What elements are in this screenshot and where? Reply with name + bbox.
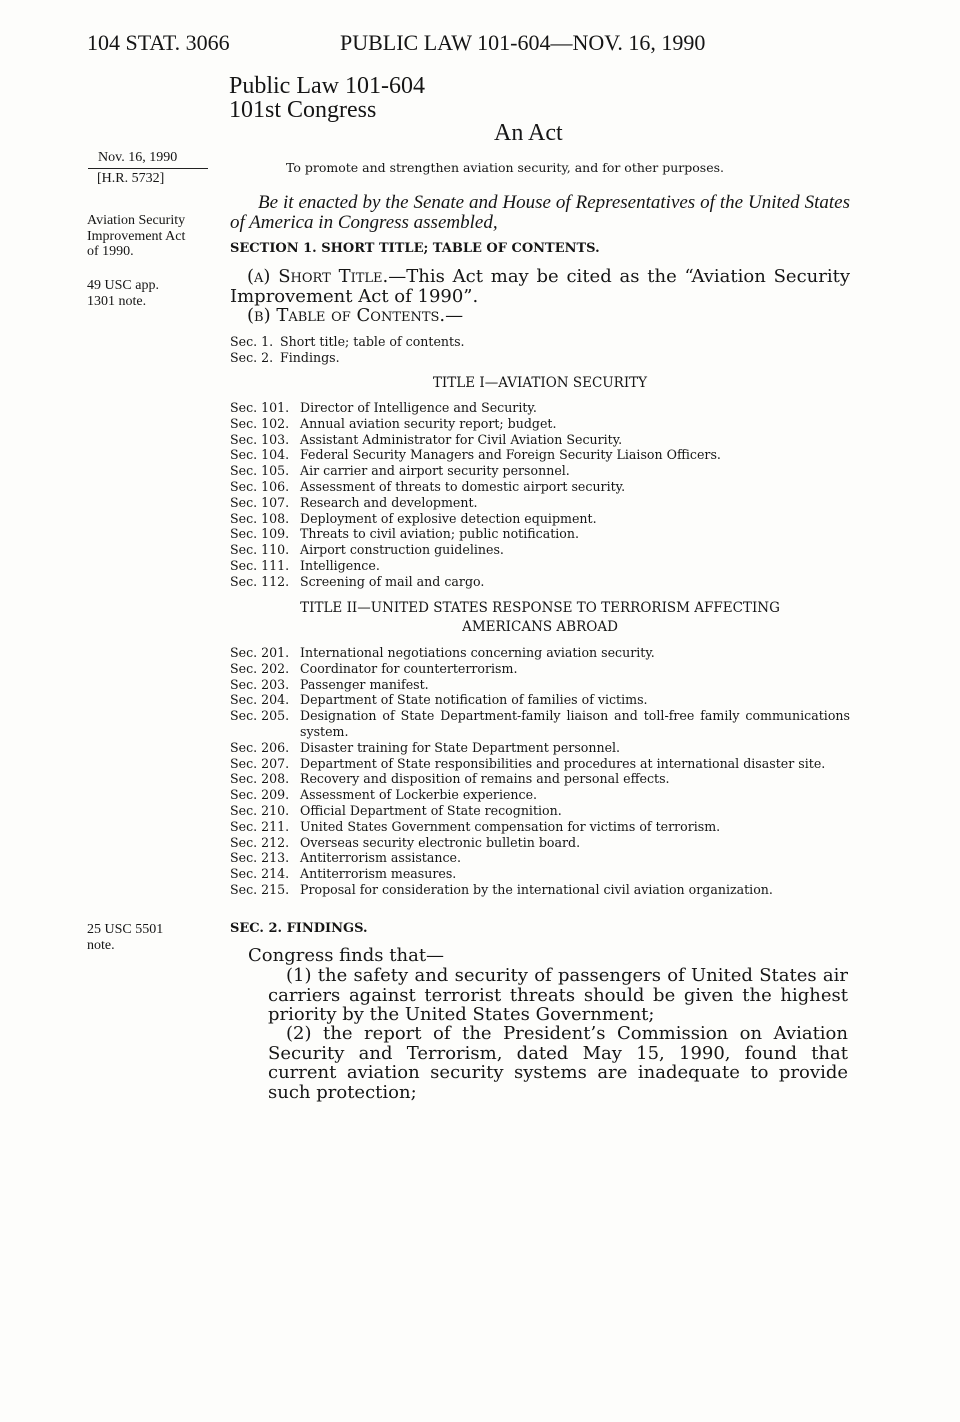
title-2-toc-list <box>230 645 850 898</box>
toc-item-number: Sec. 107. <box>230 494 290 510</box>
margin-bill-number: [H.R. 5732] <box>97 171 165 186</box>
toc-item <box>230 677 850 693</box>
act-purpose: To promote and strengthen aviation security, and for other purposes. <box>286 160 725 175</box>
toc-item-title: Screening of mail and cargo. <box>300 573 485 589</box>
toc-item-title: Assessment of threats to domestic airport security. <box>300 478 626 494</box>
toc-item-title: United States Government compensation for victims of terrorism. <box>300 818 721 834</box>
toc-item <box>230 542 850 558</box>
toc-item-title: Recovery and disposition of remains and personal effects. <box>300 771 670 787</box>
toc-item-title: Passenger manifest. <box>300 676 429 692</box>
toc-item-number: Sec. 214. <box>230 866 290 882</box>
toc-item <box>230 432 850 448</box>
toc-item <box>230 334 850 350</box>
toc-item-title: Deployment of explosive detection equipment. <box>300 510 597 526</box>
margin-act-name: Aviation Security Improvement Act of 1990. <box>87 213 186 259</box>
toc-item-title: Assistant Administrator for Civil Aviation Security. <box>300 431 623 447</box>
toc-item-title: Department of State responsibilities and procedures at international disaster site. <box>300 755 826 771</box>
toc-item <box>230 835 850 851</box>
section-1a-short-title <box>230 267 850 306</box>
toc-item <box>230 866 850 882</box>
toc-item <box>230 708 850 740</box>
margin-date: Nov. 16, 1990 <box>98 150 178 165</box>
toc-item-number: Sec. 212. <box>230 834 290 850</box>
toc-item-title: Airport construction guidelines. <box>300 542 504 558</box>
toc-item-number: Sec. 104. <box>230 447 290 463</box>
title-2-heading-line-2: AMERICANS ABROAD <box>462 619 618 635</box>
subsection-a-label: (a) Short Title. <box>247 266 389 287</box>
toc-item-title: Antiterrorism measures. <box>300 866 457 882</box>
section-2-heading: SEC. 2. FINDINGS. <box>230 921 368 936</box>
toc-item-title: Coordinator for counterterrorism. <box>300 660 518 676</box>
toc-item-number: Sec. 201. <box>230 645 290 660</box>
toc-item-number: Sec. 210. <box>230 802 290 818</box>
toc-item <box>230 526 850 542</box>
toc-item-number: Sec. 1. <box>230 334 274 349</box>
toc-item-number: Sec. 209. <box>230 787 290 803</box>
toc-item-number: Sec. 206. <box>230 739 290 755</box>
toc-item-title: Findings. <box>280 349 340 365</box>
subsection-b-label: (b) Table of Contents. <box>247 305 446 326</box>
toc-item-number: Sec. 105. <box>230 463 290 479</box>
toc-item <box>230 740 850 756</box>
toc-item-title: Overseas security electronic bulletin board. <box>300 834 581 850</box>
toc-item <box>230 692 850 708</box>
toc-item <box>230 645 850 661</box>
toc-item <box>230 661 850 677</box>
toc-item-number: Sec. 112. <box>230 573 290 589</box>
toc-item-number: Sec. 204. <box>230 692 290 708</box>
toc-item-title: Director of Intelligence and Security. <box>300 400 537 415</box>
margin-usc-citation-2: 25 USC 5501 note. <box>87 922 164 953</box>
toc-item <box>230 787 850 803</box>
toc-item-title: Short title; table of contents. <box>280 334 465 349</box>
toc-item-title: Disaster training for State Department personnel. <box>300 739 621 755</box>
toc-item-title: International negotiations concerning aviation security. <box>300 645 655 660</box>
toc-item-number: Sec. 108. <box>230 510 290 526</box>
toc-item-title: Federal Security Managers and Foreign Security Liaison Officers. <box>300 447 721 463</box>
toc-item <box>230 558 850 574</box>
toc-item-title: Department of State notification of families of victims. <box>300 692 648 708</box>
finding-1: (1) the safety and security of passengers of United States air carriers against terrorist threats should be given the highest priority by the United States Government; <box>268 965 848 1025</box>
toc-item-number: Sec. 2. <box>230 349 274 365</box>
toc-item-title: Research and development. <box>300 494 478 510</box>
toc-item-number: Sec. 109. <box>230 526 290 542</box>
toc-item-number: Sec. 215. <box>230 881 290 897</box>
toc-item <box>230 850 850 866</box>
toc-item <box>230 756 850 772</box>
toc-item <box>230 819 850 835</box>
toc-item-number: Sec. 203. <box>230 676 290 692</box>
title-1-toc-list <box>230 400 850 590</box>
toc-item-title: Designation of State Department-family liaison and toll-free family communications system. <box>300 708 850 739</box>
toc-item <box>230 447 850 463</box>
toc-item-title: Assessment of Lockerbie experience. <box>300 787 538 803</box>
toc-item-number: Sec. 202. <box>230 660 290 676</box>
toc-item <box>230 574 850 590</box>
title-1-heading: TITLE I—AVIATION SECURITY <box>432 375 648 391</box>
toc-item-number: Sec. 211. <box>230 818 290 834</box>
toc-item <box>230 803 850 819</box>
toc-item <box>230 771 850 787</box>
page-stat-header: 104 STAT. 3066 <box>87 30 230 55</box>
toc-item-number: Sec. 106. <box>230 478 290 494</box>
toc-item-number: Sec. 207. <box>230 755 290 771</box>
toc-item-number: Sec. 111. <box>230 557 290 573</box>
toc-item-title: Intelligence. <box>300 557 380 573</box>
toc-item-number: Sec. 205. <box>230 708 290 724</box>
toc-item-title: Annual aviation security report; budget. <box>300 415 557 431</box>
toc-item-title: Antiterrorism assistance. <box>300 850 462 866</box>
act-title: An Act <box>494 120 563 146</box>
subsection-a-text: —This Act may be cited as the “Aviation Security Improvement Act of 1990”. <box>230 266 851 307</box>
toc-item <box>230 479 850 495</box>
toc-item <box>230 495 850 511</box>
toc-item-number: Sec. 101. <box>230 400 290 415</box>
toc-item-number: Sec. 103. <box>230 431 290 447</box>
toc-item-number: Sec. 102. <box>230 415 290 431</box>
finding-2: (2) the report of the President’s Commission on Aviation Security and Terrorism, dated May 15, 1990, found that current aviation security systems are inadequate to provide such protection; <box>268 1023 848 1103</box>
toc-item-number: Sec. 208. <box>230 771 290 787</box>
congress-number: 101st Congress <box>229 97 377 123</box>
toc-item <box>230 400 850 416</box>
toc-intro-list <box>230 334 850 366</box>
toc-item <box>230 463 850 479</box>
toc-item <box>230 416 850 432</box>
findings-intro: Congress finds that— <box>248 945 445 966</box>
title-2-heading <box>230 599 850 637</box>
margin-rule <box>88 168 208 169</box>
toc-item-title: Threats to civil aviation; public notification. <box>300 526 579 542</box>
subsection-b-dash: — <box>445 305 464 326</box>
enacting-clause: Be it enacted by the Senate and House of Representatives of the United States of America in Congress assembled, <box>230 192 850 233</box>
section-1-heading: SECTION 1. SHORT TITLE; TABLE OF CONTENTS. <box>230 241 600 256</box>
title-2-heading-line-1: TITLE II—UNITED STATES RESPONSE TO TERRORISM AFFECTING <box>300 600 780 616</box>
toc-item <box>230 511 850 527</box>
section-1b-table-of-contents <box>247 306 463 326</box>
toc-item-title: Official Department of State recognition. <box>300 802 562 818</box>
toc-item-number: Sec. 213. <box>230 850 290 866</box>
running-header: PUBLIC LAW 101-604—NOV. 16, 1990 <box>340 30 706 55</box>
toc-item-number: Sec. 110. <box>230 542 290 558</box>
public-law-number: Public Law 101-604 <box>229 73 425 99</box>
toc-item-title: Proposal for consideration by the international civil aviation organization. <box>300 881 773 897</box>
toc-item <box>230 350 850 366</box>
margin-usc-citation: 49 USC app. 1301 note. <box>87 278 159 309</box>
toc-item-title: Air carrier and airport security personnel. <box>300 463 570 479</box>
toc-item <box>230 882 850 898</box>
